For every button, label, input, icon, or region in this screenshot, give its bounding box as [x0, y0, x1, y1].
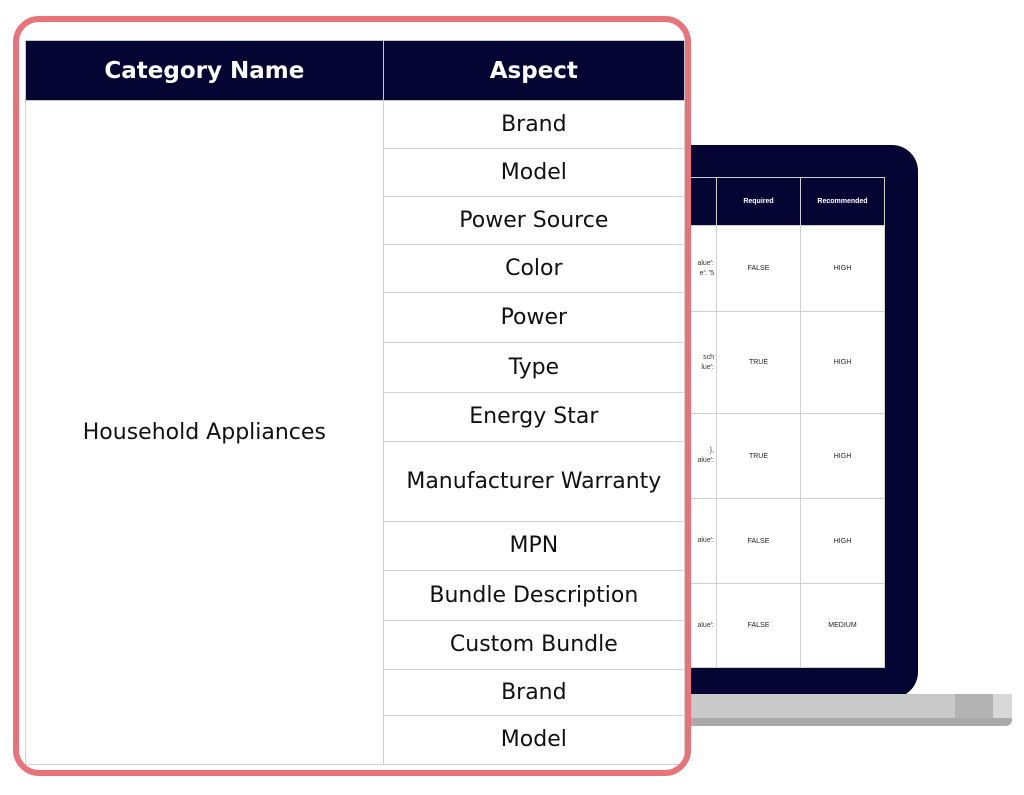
laptop-base-notch — [955, 694, 993, 718]
laptop-recommended-cell: HIGH — [801, 312, 885, 414]
category-name-cell: Household Appliances — [26, 101, 384, 765]
aspect-cell: Bundle Description — [383, 571, 684, 621]
laptop-value-cell: alue': — [601, 584, 717, 668]
laptop-recommended-cell: MEDIUM — [801, 584, 885, 668]
category-aspect-card — [13, 16, 691, 776]
laptop-value-cell: }, alue': — [601, 414, 717, 499]
laptop-required-cell: FALSE — [717, 499, 801, 584]
header-category-name: Category Name — [26, 41, 384, 101]
laptop-value-cell: sch lue': — [601, 312, 717, 414]
laptop-value-cell: alue': e': '5 — [601, 226, 717, 312]
aspect-cell: Color — [383, 245, 684, 293]
laptop-value-cell: alue': — [601, 499, 717, 584]
header-aspect: Aspect — [383, 41, 684, 101]
aspect-cell: Type — [383, 343, 684, 393]
laptop-base-edge — [993, 694, 1012, 718]
laptop-required-cell: TRUE — [717, 414, 801, 499]
laptop-base-shadow — [662, 718, 1012, 726]
aspect-cell: Manufacturer Warranty — [383, 442, 684, 522]
laptop-header-recommended: Recommended — [801, 178, 885, 226]
laptop-recommended-cell: HIGH — [801, 499, 885, 584]
aspect-cell: Custom Bundle — [383, 621, 684, 670]
laptop-required-cell: TRUE — [717, 312, 801, 414]
aspect-cell: Energy Star — [383, 393, 684, 442]
laptop-header-required: Required — [717, 178, 801, 226]
laptop-required-cell: FALSE — [717, 584, 801, 668]
category-aspect-table — [25, 40, 685, 765]
aspect-cell: Power Source — [383, 197, 684, 245]
aspect-cell: MPN — [383, 522, 684, 571]
aspect-cell: Model — [383, 716, 684, 765]
aspect-cell: Brand — [383, 101, 684, 149]
laptop-recommended-cell: HIGH — [801, 226, 885, 312]
laptop-required-cell: FALSE — [717, 226, 801, 312]
laptop-recommended-cell: HIGH — [801, 414, 885, 499]
aspect-cell: Model — [383, 149, 684, 197]
aspect-cell: Brand — [383, 670, 684, 716]
aspect-cell: Power — [383, 293, 684, 343]
